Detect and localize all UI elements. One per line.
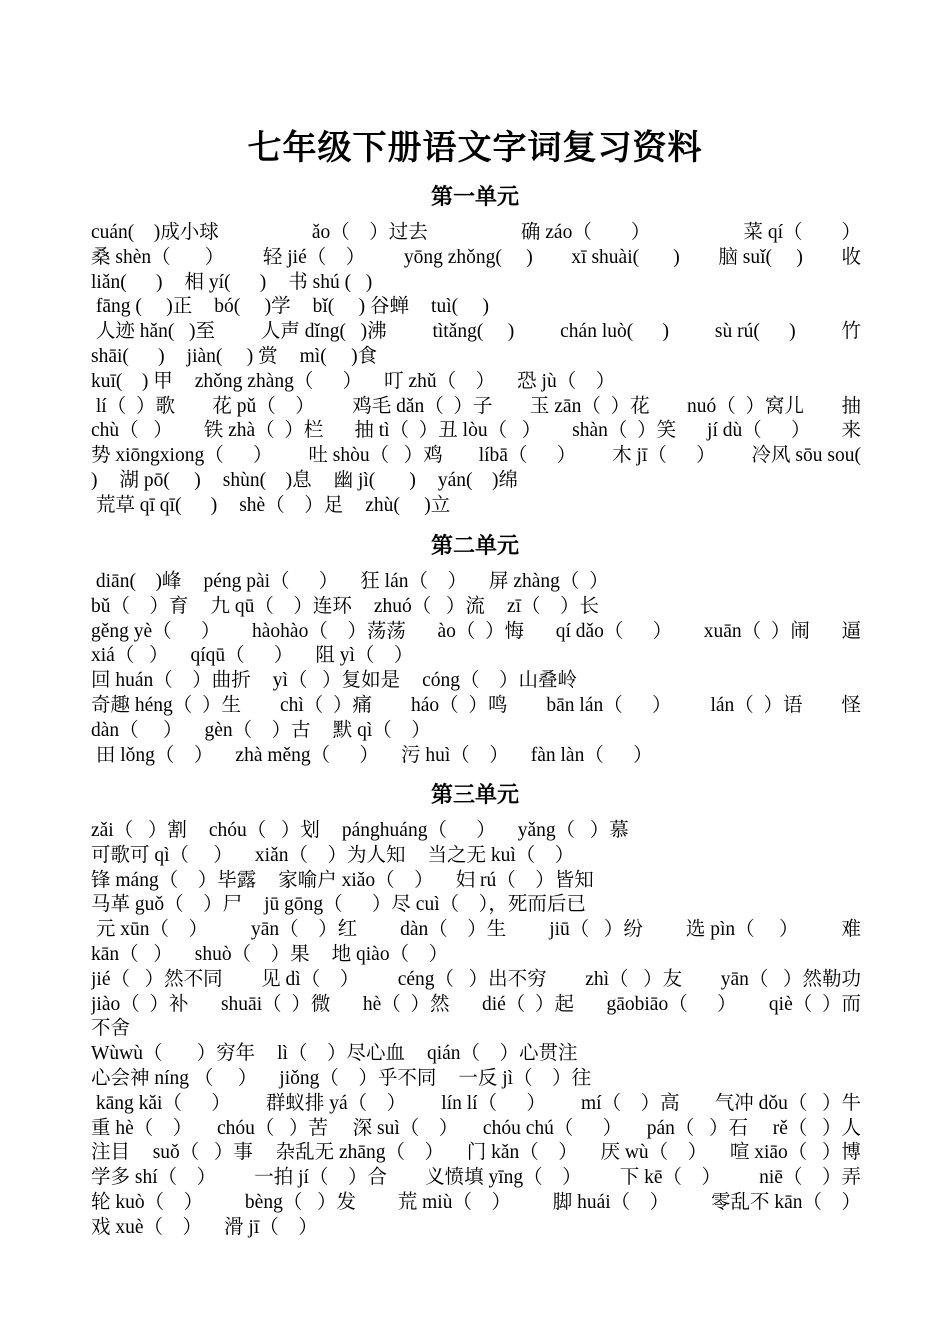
exercise-item: rě（ ）人 xyxy=(772,1117,861,1139)
exercise-item: ǎo（ ）过去 xyxy=(311,222,428,243)
exercise-line xyxy=(91,1017,861,1042)
exercise-item: tuì( ) xyxy=(431,296,489,318)
exercise-item: qíqū（ ） xyxy=(190,645,294,667)
exercise-line xyxy=(91,1117,861,1142)
exercise-item: shuò（ ）果 xyxy=(194,943,310,965)
exercise-item: dàn（ ）生 xyxy=(400,919,507,941)
exercise-item: 荒 miù（ ） xyxy=(397,1191,511,1213)
exercise-line xyxy=(91,993,861,1018)
exercise-item: 锋 máng（ ）毕露 xyxy=(91,869,257,891)
exercise-line xyxy=(91,968,861,993)
exercise-line xyxy=(91,469,861,494)
exercise-line xyxy=(91,694,861,719)
exercise-item: 厌 wù（ ） xyxy=(600,1142,708,1164)
exercise-line xyxy=(91,1216,861,1241)
exercise-item: 零乱不 kān（ ） xyxy=(710,1191,861,1213)
exercise-item: zhà měng（ ） xyxy=(235,744,379,766)
exercise-item: qí dǎo（ ） xyxy=(555,620,673,642)
exercise-item: cóng（ ）山叠岭 xyxy=(422,670,577,692)
exercise-item: jí dù（ ） xyxy=(707,420,811,442)
exercise-item: jiào（ ）补 xyxy=(91,993,189,1015)
exercise-item: 轮 kuò（ ） xyxy=(91,1191,204,1213)
exercise-item: 群蚁排 yá（ ） xyxy=(265,1092,407,1114)
exercise-item: 脚 huái（ ） xyxy=(552,1191,670,1213)
exercise-item: hàohào（ ）荡荡 xyxy=(252,620,406,642)
exercise-line xyxy=(91,620,861,645)
exercise-line xyxy=(91,595,861,620)
exercise-line xyxy=(91,570,861,595)
exercise-line xyxy=(91,918,861,943)
exercise-line xyxy=(91,644,861,669)
exercise-item: 来 xyxy=(841,420,861,442)
exercise-item: 玉 zān（ ）花 xyxy=(529,395,650,417)
exercise-item: 不舍 xyxy=(91,1018,131,1040)
exercise-item: zī（ ）长 xyxy=(506,595,600,617)
exercise-item: 气冲 dǒu（ ）牛 xyxy=(714,1092,861,1114)
exercise-item: zǎi（ ）割 xyxy=(91,820,187,841)
exercise-item: 下 kē（ ） xyxy=(619,1167,722,1189)
exercise-item: cuán( )成小球 xyxy=(91,222,219,243)
exercise-item: mì( )食 xyxy=(299,345,378,367)
exercise-item: 默 qì（ ） xyxy=(332,719,431,741)
unit-1-exercises xyxy=(91,221,861,519)
exercise-item: 轻 jié（ ） xyxy=(262,246,366,268)
exercise-item: 收 xyxy=(841,246,861,268)
exercise-item: chóu（ ）划 xyxy=(208,820,320,841)
exercise-line xyxy=(91,494,861,519)
exercise-item: xuān（ ）闹 xyxy=(703,620,810,642)
exercise-item: 地 qiào（ ） xyxy=(331,943,449,965)
exercise-item: 铁 zhà（ ）栏 xyxy=(203,420,324,442)
exercise-item: xiǎn（ ）为人知 xyxy=(254,844,406,866)
exercise-item: 田 lǒng（ ） xyxy=(91,744,214,766)
exercise-item: bǐ( ) 谷蝉 xyxy=(312,296,410,318)
exercise-item: 竹 xyxy=(841,321,861,343)
exercise-item: jiǒng（ ）乎不同 xyxy=(279,1067,437,1089)
exercise-item: 叮 zhǔ（ ） xyxy=(384,370,496,392)
exercise-item: lán（ ）语 xyxy=(710,694,803,716)
exercise-item: 可歌可 qì（ ） xyxy=(91,844,233,866)
exercise-item: chì（ ）痛 xyxy=(279,694,373,716)
exercise-line xyxy=(91,1092,861,1117)
exercise-item: yǎng（ ）慕 xyxy=(517,820,629,841)
exercise-item: 吐 shòu（ ）鸡 xyxy=(308,445,443,467)
exercise-item: diān( )峰 xyxy=(91,571,182,592)
unit-3-heading: 第三单元 xyxy=(430,782,519,808)
exercise-item: shāi( ) xyxy=(91,345,165,367)
exercise-item: 九 qū（ ）连环 xyxy=(210,595,352,617)
exercise-item: ) xyxy=(91,469,98,491)
exercise-item: liǎn( ) xyxy=(91,271,163,293)
exercise-line xyxy=(91,419,861,444)
exercise-item: bèng（ ）发 xyxy=(244,1191,356,1213)
exercise-item: chóu（ ）苦 xyxy=(216,1117,328,1139)
exercise-item: jū gōng（ ）尽 cuì（ ），死而后已 xyxy=(264,894,586,916)
exercise-item: céng（ ）出不穷 xyxy=(397,968,547,990)
exercise-line xyxy=(91,869,861,894)
exercise-item: háo（ ）鸣 xyxy=(411,694,508,716)
exercise-item: fāng ( )正 xyxy=(91,296,193,318)
unit-3-exercises xyxy=(91,819,861,1241)
exercise-line xyxy=(91,719,861,744)
exercise-item: xī shuài( ) xyxy=(571,246,680,268)
exercise-line xyxy=(91,370,861,395)
exercise-line xyxy=(91,246,861,271)
exercise-item: chóu chú（ ） xyxy=(482,1117,623,1139)
exercise-item: dié（ ）起 xyxy=(481,993,575,1015)
exercise-item: jiū（ ）纷 xyxy=(549,919,643,941)
exercise-item: 门 kǎn（ ） xyxy=(466,1142,578,1164)
exercise-line xyxy=(91,844,861,869)
exercise-item: 狂 lán（ ） xyxy=(360,571,467,592)
exercise-item: zhù( )立 xyxy=(365,494,451,516)
exercise-item: qián（ ）心贯注 xyxy=(426,1043,578,1065)
exercise-item: kān（ ） xyxy=(91,943,173,965)
exercise-line xyxy=(91,1042,861,1067)
exercise-item: 滑 jī（ ） xyxy=(224,1216,318,1238)
exercise-item: nuó（ ）窝儿 xyxy=(687,395,805,417)
exercise-item: fàn làn（ ） xyxy=(530,744,653,766)
exercise-item: 深 suì（ ） xyxy=(352,1117,459,1139)
exercise-item: gèn（ ）古 xyxy=(204,719,311,741)
exercise-item: 学多 shí（ ） xyxy=(91,1167,217,1189)
exercise-item: Wùwù（ ）穷年 xyxy=(91,1043,256,1065)
exercise-item: 人声 dǐng( )沸 xyxy=(260,321,387,343)
exercise-item: 相 yí( ) xyxy=(184,271,267,293)
exercise-item: 恐 jù（ ） xyxy=(517,370,616,392)
exercise-item: yán( )绵 xyxy=(437,469,519,491)
unit-2-heading: 第二单元 xyxy=(430,533,519,559)
exercise-item: 一反 jì（ ）往 xyxy=(458,1067,592,1089)
exercise-line xyxy=(91,295,861,320)
exercise-item: 荒草 qī qī( ) xyxy=(91,494,218,516)
exercise-item: 家喻户 xiǎo（ ） xyxy=(278,869,434,891)
exercise-item: chù（ ） xyxy=(91,420,173,442)
exercise-line xyxy=(91,444,861,469)
exercise-item: 喧 xiāo（ ）博 xyxy=(729,1142,861,1164)
exercise-item: zhì（ ）友 xyxy=(585,968,683,990)
exercise-item: niē（ ）弄 xyxy=(759,1167,861,1189)
exercise-item: 湖 pō( ) xyxy=(119,469,201,491)
exercise-item: 花 pǔ（ ） xyxy=(212,395,315,417)
exercise-item: sù rú( ) xyxy=(714,321,796,343)
exercise-item: zhuó（ ）流 xyxy=(373,595,485,617)
exercise-line xyxy=(91,320,861,345)
exercise-item: yōng zhǒng( ) xyxy=(403,246,533,268)
exercise-item: 回 huán（ ）曲折 xyxy=(91,670,251,692)
exercise-item: 选 pìn（ ） xyxy=(685,919,799,941)
exercise-item: 元 xūn（ ） xyxy=(91,919,209,941)
exercise-item: shùn( )息 xyxy=(222,469,312,491)
exercise-item: líbā（ ） xyxy=(478,445,577,467)
exercise-item: 马革 guǒ（ ）尸 xyxy=(91,894,243,916)
exercise-item: bó( )学 xyxy=(214,296,291,318)
exercise-line xyxy=(91,744,861,769)
exercise-item: 确 záo（ ） xyxy=(520,222,651,243)
unit-1-heading: 第一单元 xyxy=(430,184,519,210)
exercise-item: 义愤填 yīng（ ） xyxy=(425,1167,582,1189)
exercise-item: 木 jī（ ） xyxy=(612,445,716,467)
exercise-item: 妇 rú（ ）皆知 xyxy=(455,869,594,891)
exercise-item: lì（ ）尽心血 xyxy=(277,1043,405,1065)
exercise-item: jiàn( ) 赏 xyxy=(186,345,278,367)
exercise-item: mí（ ）高 xyxy=(580,1092,680,1114)
exercise-item: 抽 xyxy=(841,395,861,417)
exercise-item: kāng kǎi（ ） xyxy=(91,1092,231,1114)
exercise-item: 一拍 jí（ ）合 xyxy=(254,1167,387,1189)
exercise-item: 阻 yì（ ） xyxy=(315,645,414,667)
exercise-item: 人迹 hǎn( )至 xyxy=(91,321,216,343)
exercise-item: 书 shú ( ) xyxy=(288,271,373,293)
exercise-line xyxy=(91,943,861,968)
exercise-item: jié（ ）然不同 xyxy=(91,968,223,990)
exercise-item: pánghuáng（ ） xyxy=(341,820,496,841)
exercise-item: suǒ（ ）事 xyxy=(152,1142,253,1164)
exercise-item: 心会神 níng （ ） xyxy=(91,1067,258,1089)
exercise-item: 菜 qí（ ） xyxy=(743,222,861,243)
exercise-item: hè（ ）然 xyxy=(362,993,450,1015)
exercise-item: shuāi（ ）微 xyxy=(220,993,331,1015)
exercise-line xyxy=(91,1141,861,1166)
exercise-item: shè（ ）足 xyxy=(239,494,344,516)
exercise-line xyxy=(91,669,861,694)
exercise-line xyxy=(91,819,861,844)
exercise-item: 注目 xyxy=(91,1142,131,1164)
exercise-item: lí（ ）歌 xyxy=(91,395,175,417)
exercise-item: lín lí（ ） xyxy=(441,1092,546,1114)
exercise-item: chán luò( ) xyxy=(560,321,669,343)
exercise-line xyxy=(91,1166,861,1191)
exercise-line xyxy=(91,1067,861,1092)
exercise-item: 脑 suǐ( ) xyxy=(718,246,803,268)
document-title: 七年级下册语文字词复习资料 xyxy=(247,128,703,168)
exercise-item: 桑 shèn（ ） xyxy=(91,246,225,268)
exercise-item: 怪 xyxy=(841,694,861,716)
exercise-line xyxy=(91,1191,861,1216)
exercise-item: 当之无 kuì（ ） xyxy=(427,844,575,866)
exercise-line xyxy=(91,893,861,918)
exercise-item: 见 dì（ ） xyxy=(261,968,360,990)
exercise-item: zhǒng zhàng（ ） xyxy=(194,370,363,392)
exercise-item: 重 hè（ ） xyxy=(91,1117,193,1139)
exercise-item: 难 xyxy=(841,919,861,941)
exercise-item: dàn（ ） xyxy=(91,719,183,741)
exercise-item: gāobiāo（ ） xyxy=(606,993,737,1015)
exercise-item: yì（ ）复如是 xyxy=(272,670,401,692)
exercise-item: 鸡毛 dǎn（ ）子 xyxy=(352,395,493,417)
exercise-line xyxy=(91,395,861,420)
exercise-item: 污 huì（ ） xyxy=(400,744,509,766)
unit-2-exercises xyxy=(91,570,861,768)
exercise-item: 杂乱无 zhāng（ ） xyxy=(275,1142,445,1164)
exercise-item: kuī( ) 甲 xyxy=(91,370,173,392)
exercise-item: 幽 jì( ) xyxy=(333,469,416,491)
exercise-item: péng pài（ ） xyxy=(203,571,339,592)
exercise-line xyxy=(91,221,861,246)
exercise-item: 屏 zhàng（ ） xyxy=(489,571,609,592)
exercise-item: gěng yè（ ） xyxy=(91,620,221,642)
exercise-item: 抽 tì（ ）丑 lòu（ ） xyxy=(354,420,542,442)
exercise-item: yān（ ）红 xyxy=(250,919,358,941)
exercise-item: 冷风 sōu sou( xyxy=(751,445,861,467)
exercise-line xyxy=(91,345,861,370)
exercise-item: xiá（ ） xyxy=(91,645,169,667)
exercise-item: bān lán（ ） xyxy=(546,694,672,716)
exercise-item: shàn（ ）笑 xyxy=(572,420,677,442)
exercise-item: bǔ（ ）育 xyxy=(91,595,189,617)
exercise-item: 逼 xyxy=(841,620,861,642)
exercise-line xyxy=(91,271,861,296)
exercise-item: pán（ ）石 xyxy=(646,1117,749,1139)
exercise-item: yān（ ）然勒功 xyxy=(720,968,861,990)
exercise-item: 戏 xuè（ ） xyxy=(91,1216,203,1238)
exercise-item: 势 xiōngxiong（ ） xyxy=(91,445,273,467)
exercise-item: tìtǎng( ) xyxy=(432,321,515,343)
exercise-item: qiè（ ）而 xyxy=(768,993,861,1015)
exercise-item: 奇趣 héng（ ）生 xyxy=(91,694,242,716)
exercise-item: ào（ ）悔 xyxy=(437,620,525,642)
